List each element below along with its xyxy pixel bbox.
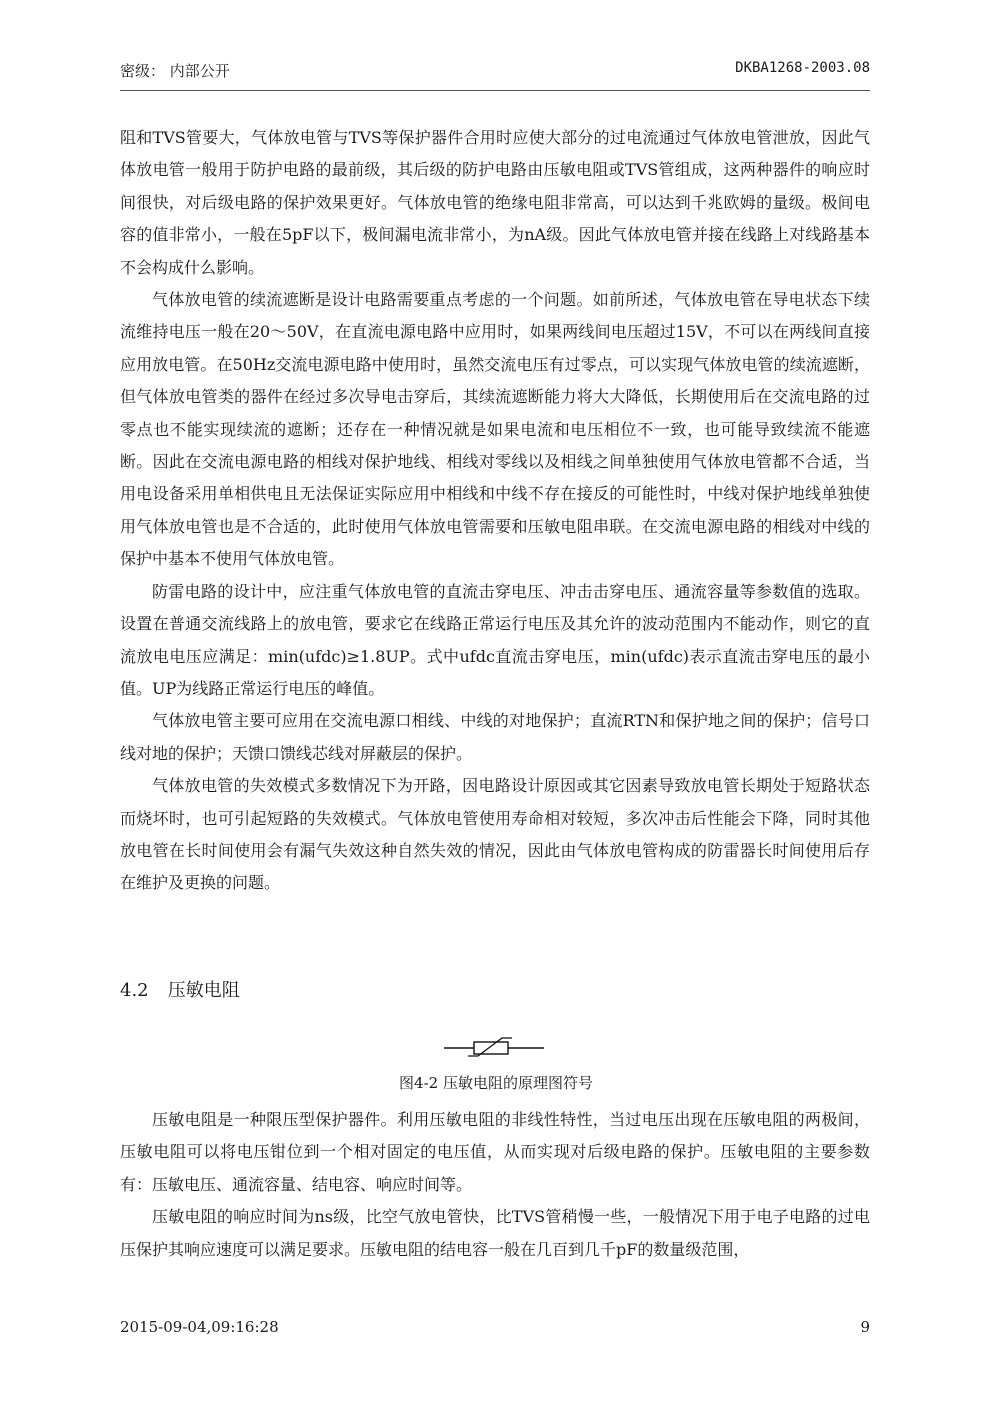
section-number: 4.2: [120, 980, 149, 1001]
figure-caption: 图4-2 压敏电阻的原理图符号: [399, 1074, 593, 1092]
paragraph: 气体放电管的失效模式多数情况下为开路，因电路设计原因或其它因素导致放电管长期处于短路状态而烧坏时，也可引起短路的失效模式。气体放电管使用寿命相对较短，多次冲击后性能会下降，同时其他放电管在长时间使用会有漏气失效这种自然失效的情况，因此由气体放电管构成的防雷器长时间使用后存在维护及更换的问题。: [120, 776, 870, 893]
timestamp: 2015-09-04,09:16:28: [120, 1318, 279, 1336]
paragraph: 阻和TVS管要大，气体放电管与TVS等保护器件合用时应使大部分的过电流通过气体放电管泄放，因此气体放电管一般用于防护电路的最前级，其后级的防护电路由压敏电阻或TVS管组成，这两种器件的响应时间很快，对后级电路的保护效果更好。气体放电管的绝缘电阻非常高，可以达到千兆欧姆的量级。极间电容的值非常小，一般在5pF以下，极间漏电流非常小，为nA级。因此气体放电管并接在线路上对线路基本不会构成什么影响。: [120, 128, 870, 277]
header-divider: [120, 90, 870, 91]
document-id: DKBA1268-2003.08: [735, 60, 870, 76]
paragraph: 气体放电管主要可应用在交流电源口相线、中线的对地保护；直流RTN和保护地之间的保护；信号口线对地的保护；天馈口馈线芯线对屏蔽层的保护。: [120, 711, 870, 763]
paragraph: 防雷电路的设计中，应注重气体放电管的直流击穿电压、冲击击穿电压、通流容量等参数值的选取。设置在普通交流线路上的放电管，要求它在线路正常运行电压及其允许的波动范围内不能动作，则它的直流放电电压应满足：min(ufdc)≥1.8UP。式中ufdc直流击穿电压，min(ufdc)表示直流击穿电压的最小值。UP为线路正常运行电压的峰值。: [120, 581, 870, 698]
page-header: [120, 60, 870, 82]
classification-label: 密级： 内部公开: [120, 62, 230, 80]
page-number: 9: [860, 1318, 870, 1336]
section-heading: [120, 976, 240, 1002]
paragraph: 压敏电阻是一种限压型保护器件。利用压敏电阻的非线性特性，当过电压出现在压敏电阻的两极间，压敏电阻可以将电压钳位到一个相对固定的电压值，从而实现对后级电路的保护。压敏电阻的主要参数有：压敏电压、通流容量、结电容、响应时间等。: [120, 1110, 870, 1194]
section-title: 压敏电阻: [167, 980, 240, 1001]
varistor-symbol-icon: [440, 1036, 550, 1060]
body-text-section: [120, 122, 870, 900]
body-text-section-2: [120, 1104, 870, 1266]
paragraph: 压敏电阻的响应时间为ns级，比空气放电管快，比TVS管稍慢一些，一般情况下用于电子电路的过电压保护其响应速度可以满足要求。压敏电阻的结电容一般在几百到几千pF的数量级范围，: [120, 1207, 870, 1259]
paragraph: 气体放电管的续流遮断是设计电路需要重点考虑的一个问题。如前所述，气体放电管在导电状态下续流维持电压一般在20～50V，在直流电源电路中应用时，如果两线间电压超过15V，不可以在两线间直接应用放电管。在50Hz交流电源电路中使用时，虽然交流电压有过零点，可以实现气体放电管的续流遮断，但气体放电管类的器件在经过多次导电击穿后，其续流遮断能力将大大降低，长期使用后在交流电路的过零点也不能实现续流的遮断；还存在一种情况就是如果电流和电压相位不一致，也可能导致续流不能遮断。因此在交流电源电路的相线对保护地线、相线对零线以及相线之间单独使用气体放电管都不合适，当用电设备采用单相供电且无法保证实际应用中相线和中线不存在接反的可能性时，中线对保护地线单独使用气体放电管也是不合适的，此时使用气体放电管需要和压敏电阻串联。在交流电源电路的相线对中线的保护中基本不使用气体放电管。: [120, 290, 870, 569]
